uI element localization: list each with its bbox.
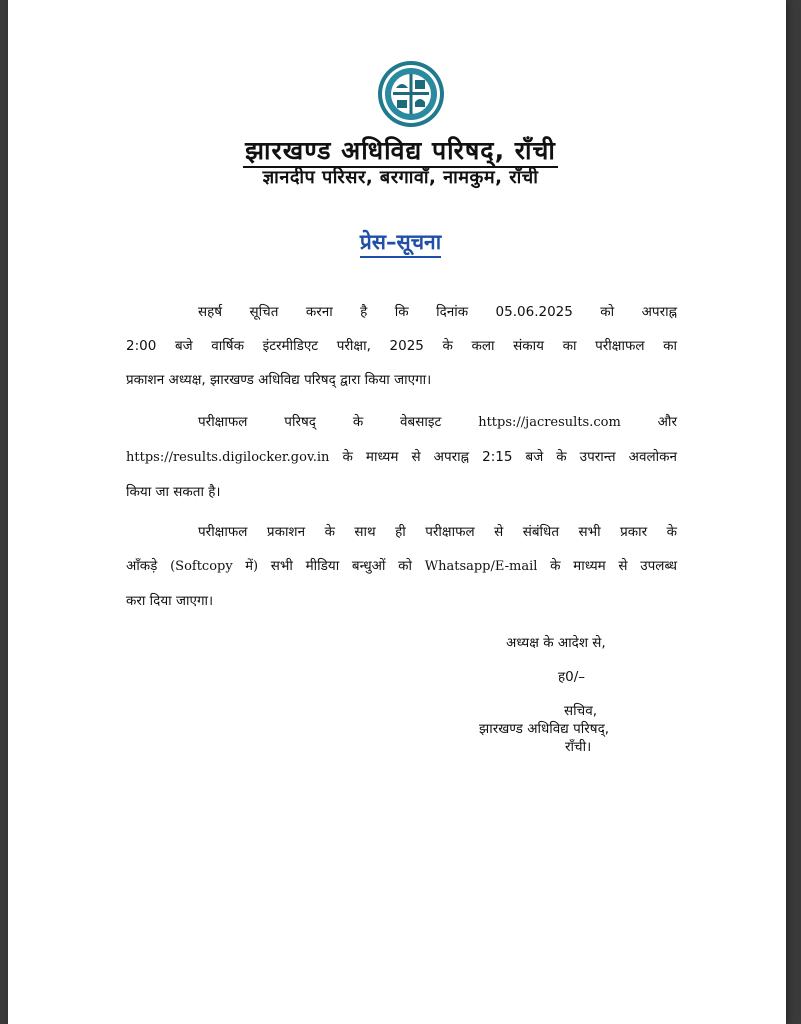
jacresults-link[interactable]: https://jacresults.com (478, 415, 621, 430)
press-release-title: प्रेस–सूचना (0, 228, 801, 256)
signed-mark: ह0/– (558, 669, 586, 685)
p2-text-b: और (657, 414, 678, 430)
p3-text-b: सभी मीडिया बन्धुओं को (270, 558, 413, 574)
p3-text-c: के माध्यम से उपलब्ध (550, 558, 678, 574)
signatory-org: झारखण्ड अधिविद्य परिषद्, (479, 721, 610, 737)
softcopy-text: (Softcopy में) (170, 559, 259, 574)
signatory-block (0, 702, 801, 756)
signatory-designation: सचिव, (564, 703, 597, 719)
org-name-heading: झारखण्ड अधिविद्य परिषद्, राँची (0, 136, 801, 168)
paragraph-media-distribution (126, 515, 677, 618)
paragraph-result-announcement (126, 295, 677, 397)
by-order-text: अध्यक्ष के आदेश से, (506, 635, 606, 651)
channel-text: Whatsapp/E-mail (424, 559, 538, 574)
org-address: ज्ञानदीप परिसर, बरगावाँ, नामकुम, राँची (262, 167, 539, 188)
p3-line3: करा दिया जाएगा। (126, 593, 214, 609)
signatory-city: राँची। (565, 739, 592, 755)
p2-text-a: परीक्षाफल परिषद् के वेबसाइट (198, 414, 442, 430)
p3-line2 (126, 549, 677, 584)
p2-line1 (126, 405, 677, 440)
digilocker-link[interactable]: https://results.digilocker.gov.in (126, 450, 330, 465)
p3-text-a: आँकड़े (126, 558, 158, 574)
p1-line2: 2:00 बजे वार्षिक इंटरमीडिएट परीक्षा, 2025 के कला संकाय का परीक्षाफल का (126, 338, 677, 354)
p2-line2 (126, 440, 677, 475)
p1-line3: प्रकाशन अध्यक्ष, झारखण्ड अधिविद्य परिषद् द्वारा किया जाएगा। (126, 372, 432, 388)
jac-emblem-icon (377, 58, 445, 130)
p2-text-c: के माध्यम से अपराह्न 2:15 बजे के उपरान्त अवलोकन (342, 449, 677, 465)
p1-line1: सहर्ष सूचित करना है कि दिनांक 05.06.2025 को अपराह्न (198, 304, 677, 320)
p2-line3: किया जा सकता है। (126, 484, 221, 500)
p3-line1: परीक्षाफल प्रकाशन के साथ ही परीक्षाफल से संबंधित सभी प्रकार के (198, 524, 677, 540)
paragraph-result-website (126, 405, 677, 509)
